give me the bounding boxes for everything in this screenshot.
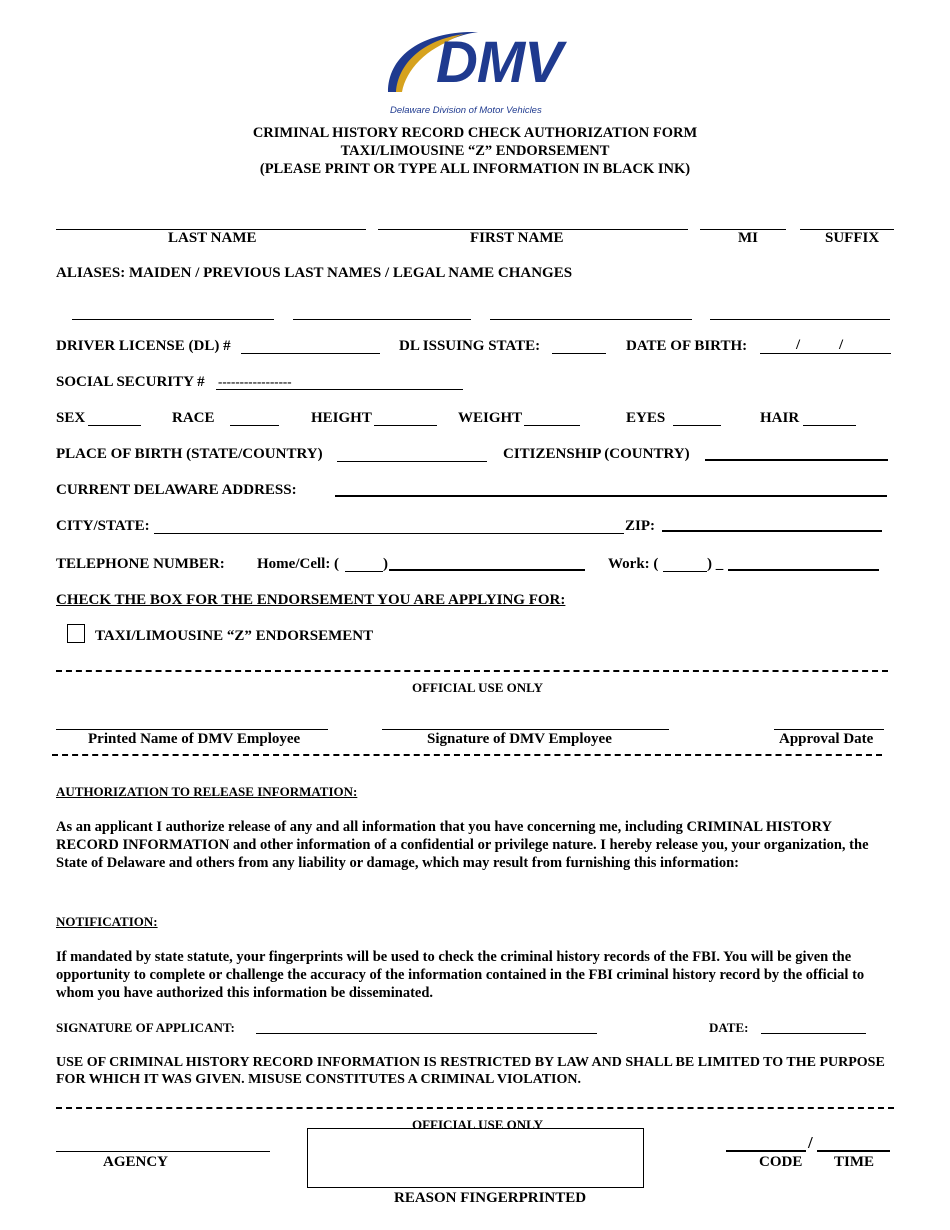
- code-field[interactable]: [726, 1150, 806, 1152]
- hair-field[interactable]: [803, 425, 856, 426]
- dmv-employee-name-field[interactable]: [56, 729, 328, 730]
- reason-fingerprinted-label: REASON FINGERPRINTED: [394, 1190, 587, 1206]
- dmv-logo: [378, 28, 578, 120]
- suffix-label: SUFFIX: [825, 230, 880, 246]
- dmv-employee-signature-field[interactable]: [382, 729, 669, 730]
- notification-heading: NOTIFICATION:: [56, 914, 158, 929]
- dl-state-field[interactable]: [552, 353, 606, 354]
- approval-date-field[interactable]: [774, 729, 884, 730]
- height-label: HEIGHT: [311, 410, 372, 426]
- time-field[interactable]: [817, 1150, 890, 1152]
- endorsement-checkbox[interactable]: [67, 624, 85, 643]
- address-label: CURRENT DELAWARE ADDRESS:: [56, 482, 297, 498]
- notification-text: If mandated by state statute, your fingerprints will be used to check the criminal history records of the FBI. You will be given the opportunity to complete or challenge the accuracy of the information contained in the FBI criminal history record by the official to whom you have authorized this information be disseminated.: [56, 949, 865, 1001]
- dob-separator-1: /: [796, 337, 801, 353]
- dob-label: DATE OF BIRTH:: [626, 338, 748, 354]
- dmv-logo-text: DMV: [436, 30, 562, 95]
- ssn-placeholder: -----------------: [218, 374, 292, 389]
- official-use-title-2: OFFICIAL USE ONLY: [412, 1117, 543, 1132]
- restriction-notice: USE OF CRIMINAL HISTORY RECORD INFORMATION IS RESTRICTED BY LAW AND SHALL BE LIMITED TO THE PURPOSE FOR WHICH IT WAS GIVEN. MISUSE CONSTITUTES A CRIMINAL VIOLATION.: [56, 1055, 885, 1087]
- authorization-heading: AUTHORIZATION TO RELEASE INFORMATION:: [56, 784, 358, 799]
- dmv-logo-tagline: Delaware Division of Motor Vehicles: [390, 105, 542, 116]
- mi-label: MI: [738, 230, 758, 246]
- approval-date-label: Approval Date: [779, 731, 874, 747]
- place-of-birth-field[interactable]: [337, 461, 487, 462]
- divider-dashed: [56, 670, 888, 672]
- ssn-label: SOCIAL SECURITY #: [56, 374, 205, 390]
- zip-label: ZIP:: [625, 518, 655, 534]
- hair-label: HAIR: [760, 410, 800, 426]
- work-area-code-field[interactable]: [663, 571, 707, 572]
- authorization-text: As an applicant I authorize release of any and all information that you have concerning me, including CRIMINAL HISTORY RECORD INFORMATION and other information of a confidential or privilege nature. I hereby release you, your organization, the State of Delaware and others from any liability or damage, which may result from furnishing this information:: [56, 819, 869, 871]
- sex-field[interactable]: [88, 425, 141, 426]
- form-subtitle: TAXI/LIMOUSINE “Z” ENDORSEMENT: [340, 143, 610, 159]
- sex-label: SEX: [56, 410, 86, 426]
- agency-field[interactable]: [56, 1151, 270, 1152]
- applicant-signature-label: SIGNATURE OF APPLICANT:: [56, 1020, 235, 1035]
- home-phone-close: ): [383, 556, 388, 572]
- applicant-signature-field[interactable]: [256, 1033, 597, 1034]
- place-of-birth-label: PLACE OF BIRTH (STATE/COUNTRY): [56, 446, 323, 462]
- signature-dmv-label: Signature of DMV Employee: [427, 731, 612, 747]
- dob-field[interactable]: [760, 353, 891, 354]
- reason-fingerprinted-box[interactable]: [307, 1128, 644, 1188]
- ssn-field[interactable]: [216, 389, 463, 390]
- first-name-label: FIRST NAME: [470, 230, 564, 246]
- home-area-code-field[interactable]: [345, 571, 383, 572]
- race-field[interactable]: [230, 425, 279, 426]
- work-phone-close: ) _: [707, 556, 724, 572]
- endorsement-option-label: TAXI/LIMOUSINE “Z” ENDORSEMENT: [95, 628, 374, 644]
- telephone-label: TELEPHONE NUMBER:: [56, 556, 225, 572]
- alias-field-3[interactable]: [490, 319, 692, 320]
- work-phone-label: Work: (: [608, 556, 659, 572]
- dl-state-label: DL ISSUING STATE:: [399, 338, 541, 354]
- eyes-field[interactable]: [673, 425, 721, 426]
- code-time-separator: /: [808, 1133, 813, 1152]
- weight-field[interactable]: [524, 425, 580, 426]
- address-field[interactable]: [335, 495, 887, 497]
- form-instruction: (PLEASE PRINT OR TYPE ALL INFORMATION IN BLACK INK): [259, 161, 691, 177]
- dob-separator-2: /: [839, 337, 844, 353]
- citizenship-label: CITIZENSHIP (COUNTRY): [503, 446, 690, 462]
- weight-label: WEIGHT: [458, 410, 523, 426]
- home-phone-label: Home/Cell: (: [257, 556, 340, 572]
- endorsement-heading: CHECK THE BOX FOR THE ENDORSEMENT YOU ARE APPLYING FOR:: [56, 592, 566, 608]
- signature-date-label: DATE:: [709, 1020, 749, 1035]
- aliases-label: ALIASES: MAIDEN / PREVIOUS LAST NAMES / LEGAL NAME CHANGES: [56, 265, 573, 281]
- official-use-title: OFFICIAL USE ONLY: [412, 680, 543, 695]
- home-phone-field[interactable]: [389, 569, 585, 571]
- divider-dashed: [56, 1107, 894, 1109]
- time-label: TIME: [834, 1154, 875, 1170]
- printed-name-label: Printed Name of DMV Employee: [88, 731, 301, 747]
- height-field[interactable]: [374, 425, 437, 426]
- city-state-field[interactable]: [154, 533, 624, 534]
- agency-label: AGENCY: [103, 1154, 169, 1170]
- race-label: RACE: [172, 410, 215, 426]
- work-phone-field[interactable]: [728, 569, 879, 571]
- alias-field-2[interactable]: [293, 319, 471, 320]
- zip-field[interactable]: [662, 530, 882, 532]
- dl-number-field[interactable]: [241, 353, 380, 354]
- signature-date-field[interactable]: [761, 1033, 866, 1034]
- divider-dashed: [52, 754, 882, 756]
- alias-field-1[interactable]: [72, 319, 274, 320]
- alias-field-4[interactable]: [710, 319, 890, 320]
- code-label: CODE: [759, 1154, 803, 1170]
- dl-label: DRIVER LICENSE (DL) #: [56, 338, 231, 354]
- last-name-label: LAST NAME: [168, 230, 257, 246]
- eyes-label: EYES: [626, 410, 666, 426]
- city-state-label: CITY/STATE:: [56, 518, 150, 534]
- form-title: CRIMINAL HISTORY RECORD CHECK AUTHORIZATION FORM: [252, 125, 698, 141]
- citizenship-field[interactable]: [705, 459, 888, 461]
